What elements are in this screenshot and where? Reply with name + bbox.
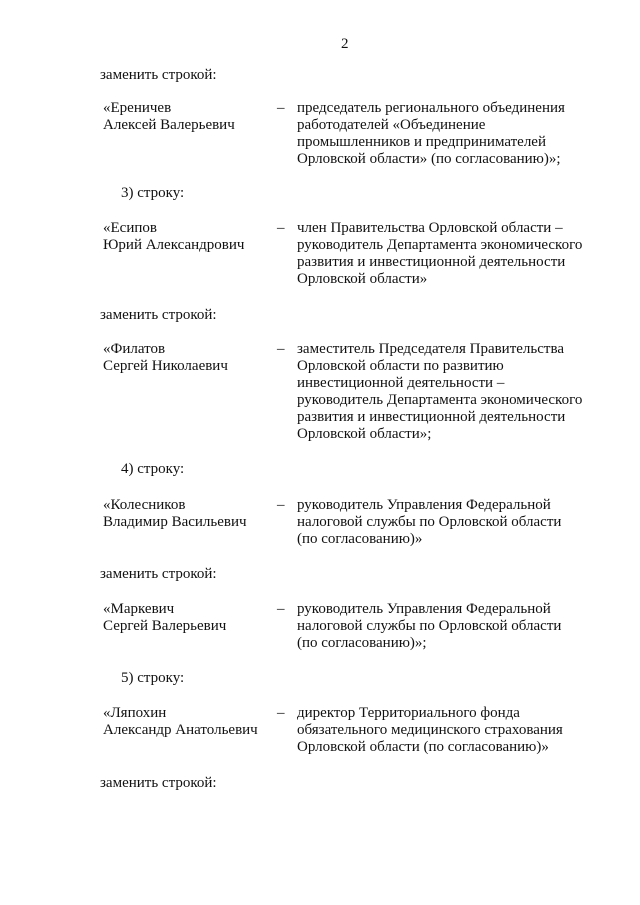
member-name: «Маркевич Сергей Валерьевич [103, 601, 227, 634]
item-number-line: 3) строку: [121, 185, 185, 201]
label-replace-with-line: заменить строкой: [100, 775, 217, 791]
dash-separator: – [277, 705, 285, 721]
member-name: «Филатов Сергей Николаевич [103, 341, 228, 374]
item-number-line: 4) строку: [121, 461, 185, 477]
member-position: руководитель Управления Федеральной налоговой службы по Орловской области (по согласованию)» [297, 497, 562, 547]
member-position: руководитель Управления Федеральной налоговой службы по Орловской области (по согласованию)»; [297, 601, 562, 651]
label-replace-with-line: заменить строкой: [100, 566, 217, 582]
item-number-line: 5) строку: [121, 670, 185, 686]
member-position: член Правительства Орловской области – руководитель Департамента экономического развития и инвестиционной деятельности Орловской области» [297, 220, 583, 287]
dash-separator: – [277, 220, 285, 236]
member-name: «Ереничев Алексей Валерьевич [103, 100, 235, 133]
member-position: директор Территориального фонда обязательного медицинского страхования Орловской области (по согласованию)» [297, 705, 563, 755]
label-replace-with-line: заменить строкой: [100, 307, 217, 323]
member-position: председатель регионального объединения работодателей «Объединение промышленников и предпринимателей Орловской области» (по согласованию)»; [297, 100, 565, 167]
dash-separator: – [277, 601, 285, 617]
member-name: «Есипов Юрий Александрович [103, 220, 245, 253]
dash-separator: – [277, 100, 285, 116]
member-name: «Колесников Владимир Васильевич [103, 497, 247, 530]
page-number: 2 [341, 36, 349, 52]
dash-separator: – [277, 341, 285, 357]
member-name: «Ляпохин Александр Анатольевич [103, 705, 258, 738]
dash-separator: – [277, 497, 285, 513]
member-position: заместитель Председателя Правительства Орловской области по развитию инвестиционной деятельности – руководитель Департамента экономического развития и инвестиционной деятельности Орловской области»; [297, 341, 583, 442]
label-replace-with-line: заменить строкой: [100, 67, 217, 83]
